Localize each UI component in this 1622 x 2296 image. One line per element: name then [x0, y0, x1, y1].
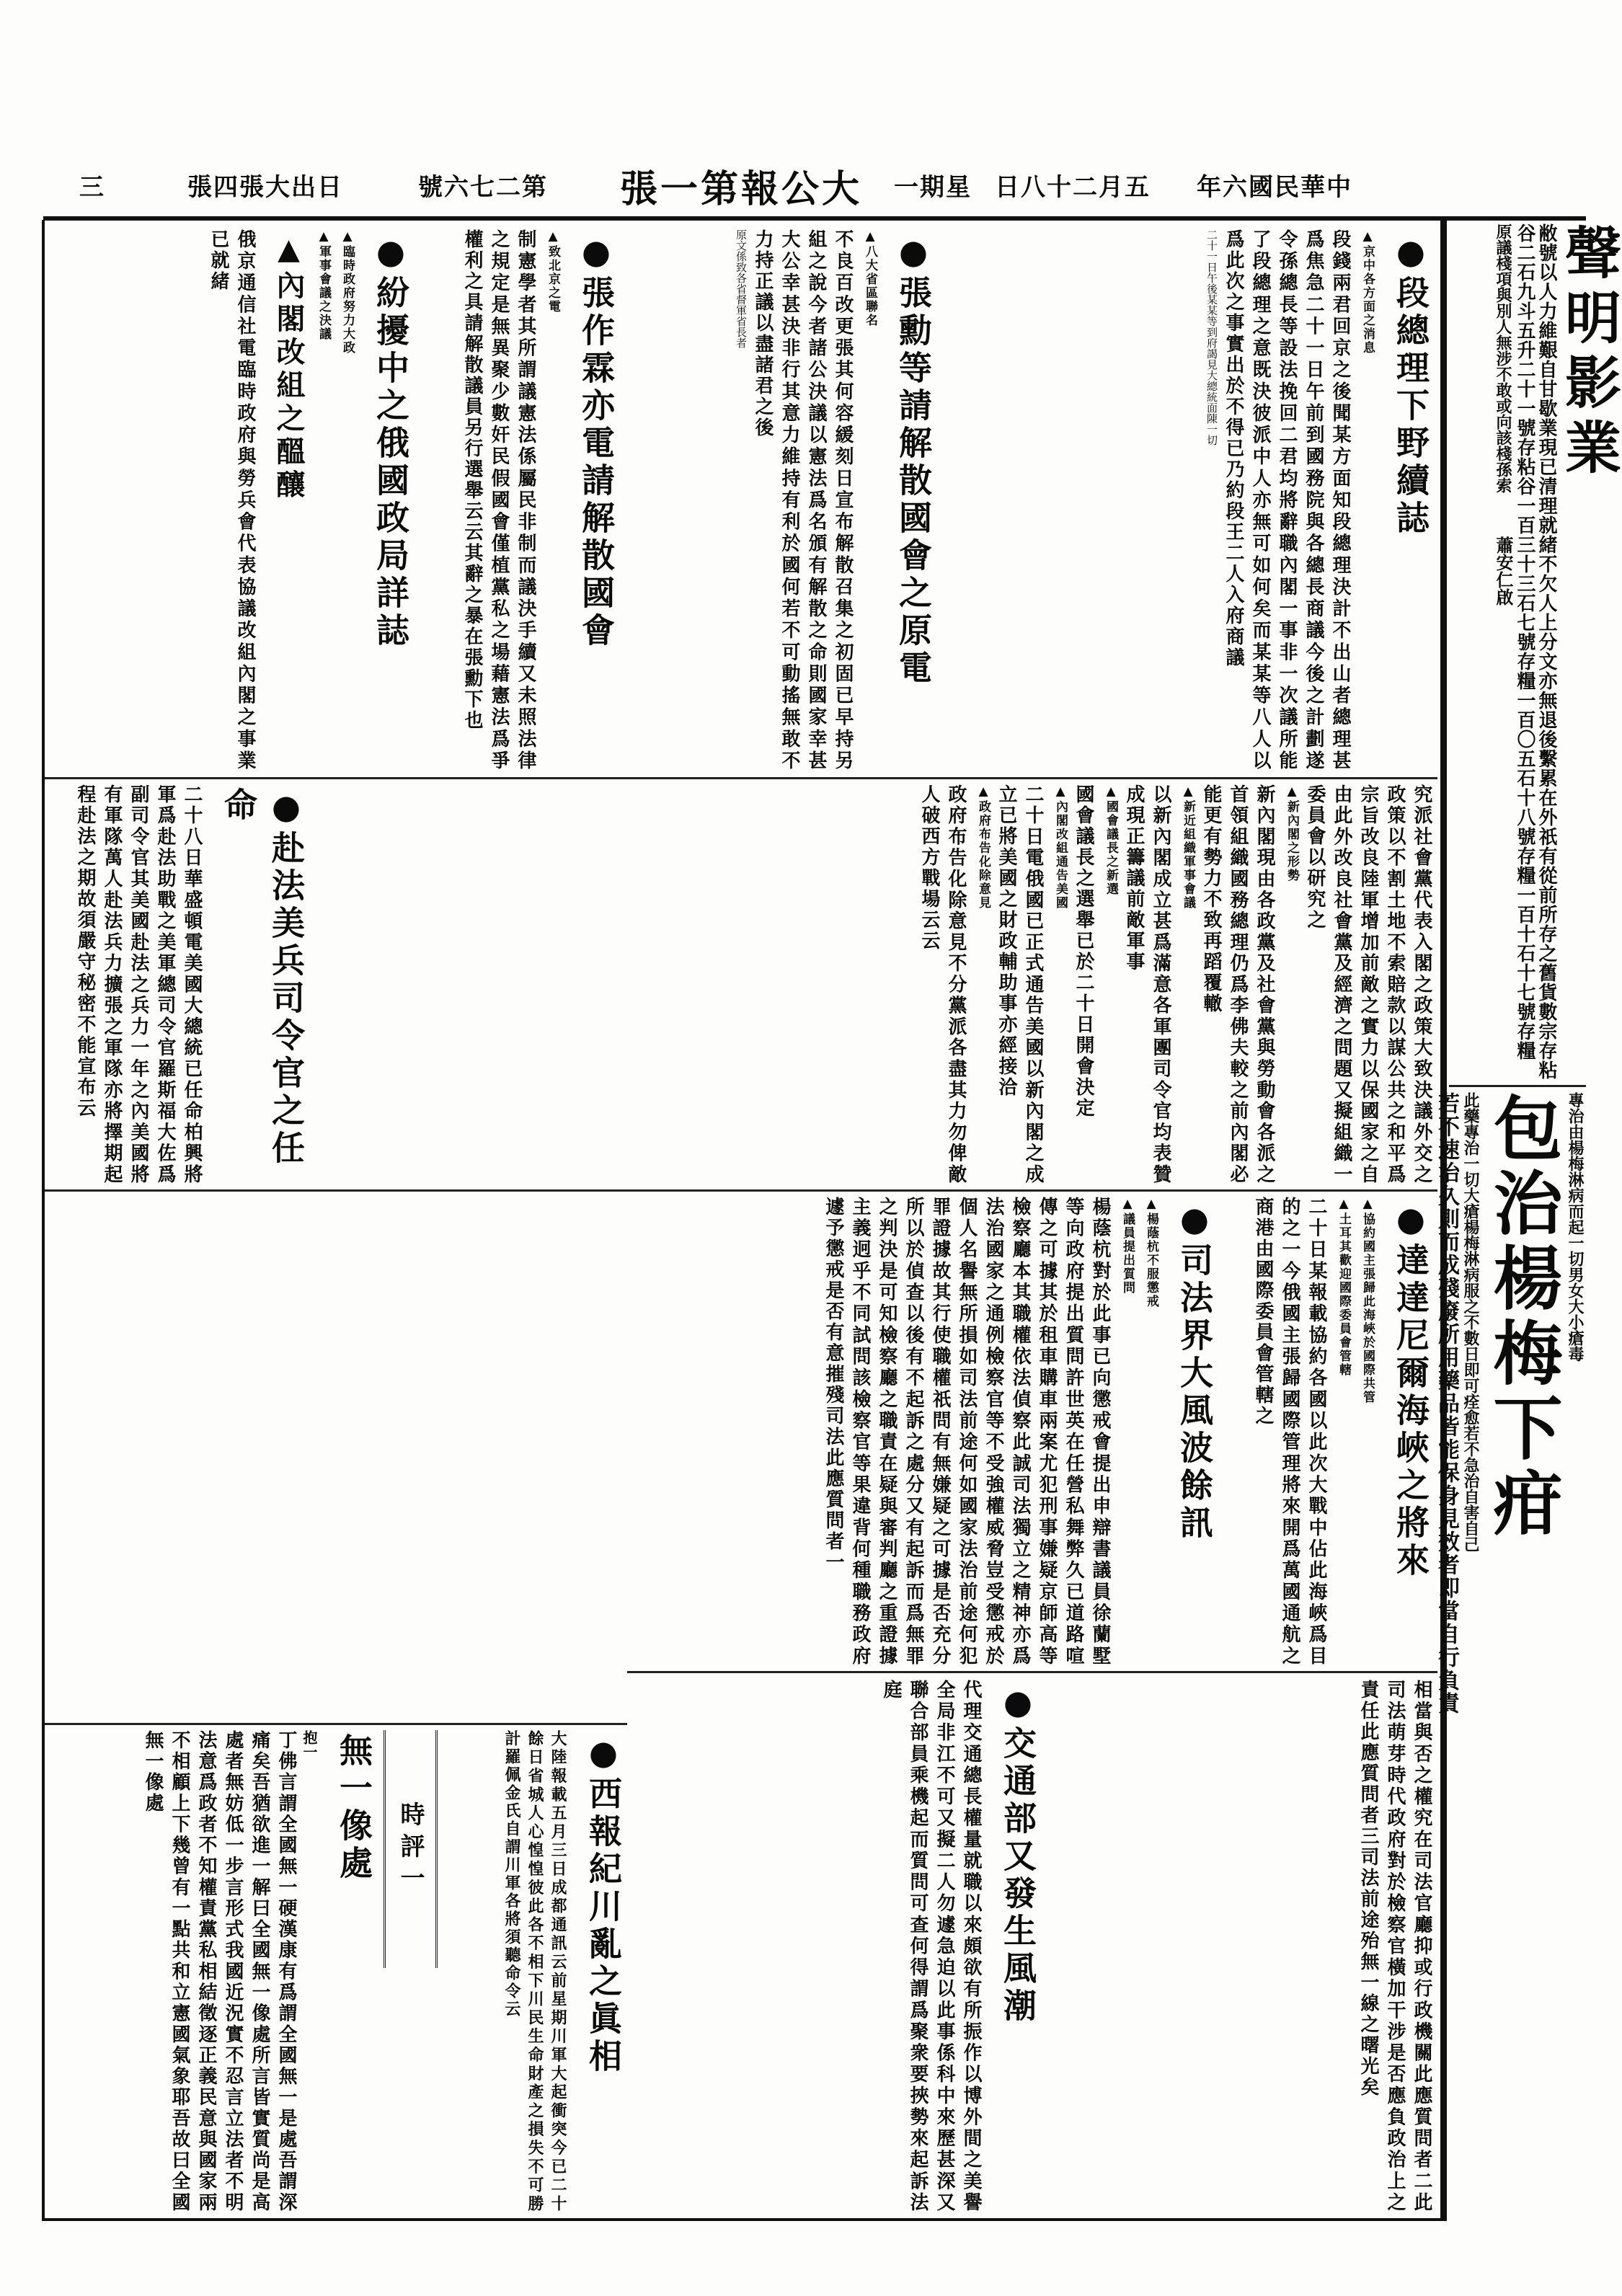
- ad-divider: [1449, 1085, 1586, 1087]
- ad-business-closure-notice: [1450, 223, 1619, 1081]
- ad-top-text: 專治由楊梅淋病而起一切男女大小瘡毒: [1566, 1092, 1585, 1362]
- subheadline: ▲致北京之電: [546, 229, 560, 314]
- tier-4-left: [46, 1730, 627, 2213]
- subheadline: ▲八大省區聯名: [863, 229, 877, 327]
- headline: ●赴法美兵司令官之任命: [219, 787, 306, 1168]
- article-body: 政府布告化除意見不分黨派各盡其力勿俾敵人破西方戰場云云: [918, 784, 967, 1185]
- subheadline: ▲國會議長之新選: [1104, 784, 1118, 896]
- article-zhangzuolin-telegram: [415, 229, 620, 771]
- headline: ●交通部又發生風潮: [998, 1683, 1037, 2026]
- article-body: 國會議長之選舉已於二十日開會決定: [1073, 784, 1094, 1119]
- ad-title: 聲明影業: [1556, 223, 1621, 483]
- article-body: 楊蔭杭對於此事已向懲戒會提出申辯書議員徐蘭墅等向政府提出質問許世英在任營私舞弊久已道路喧傳之可據其於租車購車兩案尤犯刑事嫌疑京師高等檢察廳本其職權依法偵察此誠司法獨立之精神亦爲法治國家之通例檢察官等不受強權威脅豈受懲戒於個人名譽無所損如司法前途何如國家法治前途何犯罪證據故其行使職權祇問有無嫌疑之可據是否充分所以於偵查以後有不起訴之處分又有起訴而爲無罪之判決是可知檢察廳之職責在疑與審判廳之重證據主義迥乎不同試問該檢察官等果違背何種職務政府遽予懲戒是否有意摧殘司法此應質問者一: [823, 1197, 1111, 1667]
- subheadline: ▲楊蔭杭不服懲戒: [1144, 1197, 1158, 1308]
- subheadline: ▲新內閣之形勢: [1285, 784, 1299, 882]
- subheadline: ▲軍事會議之決議: [316, 229, 331, 341]
- article-body: 新內閣現由各政黨及社會黨與勞動會各派之首領組織國務總理仍爲李佛夫較之前內閣必能更有勢力不致再蹈覆轍: [1200, 784, 1275, 1185]
- tier-4-right: [629, 1680, 1435, 2213]
- tier-2: [46, 784, 1435, 1185]
- subheadline: ▲京中各方面之消息: [1360, 229, 1375, 355]
- tier-rule-1: [45, 777, 1437, 779]
- article-body: 制憲學者其所謂議憲法係屬民非制而議決手續又未照法律之規定是無異聚少數奸民假國會僅植黨私之場藉憲法爲爭權利之具請解散議員另行選舉云云其辭之暴在張勳下也: [461, 229, 536, 771]
- header-weekday: 星期一: [894, 173, 972, 202]
- ad-note: 原議棧項與別人無涉不敢或向該棧孫索: [1494, 223, 1512, 493]
- subheadline: ▲內閣改組通告美國: [1053, 784, 1068, 910]
- headline: ●張勳等請解散國會之原電: [894, 232, 933, 688]
- article-body: 二十日電俄國已正式通告美國以新內閣之成立已將美國之財政輔助事亦經接洽: [996, 784, 1044, 1185]
- ad-body: 敝號以人力維艱自甘歇業現已清理就緒不欠人上分文亦無退後繫累在外祇有從前所存之舊貨數宗存粘谷二石九斗五升二十一號存粘谷一百三十三石七號存糧一百〇五石十八號存糧一百十石十七號存糧: [1514, 223, 1557, 1080]
- subheadline: ▲臨時政府努力大政: [340, 229, 355, 355]
- article-duan-resignation: [937, 229, 1435, 771]
- header-date-day: 五月二十八日: [995, 173, 1151, 202]
- article-body: 二十八日華盛頓電美國大總統已任命柏興將軍爲赴法助戰之美軍總司令官羅斯福大佐爲副司令官其美國赴法之兵力一年之內美國將有軍隊萬人赴法兵力擴張之軍隊亦將擇期起程赴法之期故須嚴守秘密不能宣布云: [74, 784, 203, 1185]
- article-commentary: [61, 1730, 378, 2213]
- article-sichuan-unrest: [443, 1730, 627, 2213]
- header-page-number: 三: [79, 173, 105, 202]
- headline: ●段總理下野續誌: [1391, 232, 1430, 538]
- article-note: 二十一日午後某某等到府謁見大總統面陳一切: [1205, 229, 1218, 446]
- article-us-commander: [50, 784, 310, 1185]
- ad-note-and-signature: [1492, 223, 1514, 1081]
- header-edition: 日出大張四張: [187, 173, 343, 202]
- headline: ●西報紀川亂之眞相: [584, 1733, 623, 2076]
- article-body: 俄京通信社電臨時政府與勞兵會代表協議改組內閣之事業已就緒: [208, 229, 256, 771]
- tier-3: [46, 1197, 1435, 1667]
- article-note: 原文係致各省督軍省長者: [735, 229, 748, 348]
- commentary-column-label: [384, 1730, 438, 1968]
- article-body: 相當與否之權究在司法官廳抑或行政機關此應質問者二此司法萌芽時代政府對於檢察官橫加干涉是否應負政治上之責任此應質問者三司法前途殆無一線之曙光矣: [1357, 1680, 1432, 2213]
- article-body: 段錢兩君回京之後聞某方面知段總理決計不出山者總理甚爲焦急二十一日午前到國務院與各總長商議今後之計劃遂令孫總長等設法挽回二君均將辭職內閣一事非一次議所能了段總理之意既決彼派中人亦無可如何矣而某某等八人以爲此次之事實出於不得已乃約段王二人入府商議: [1223, 229, 1351, 771]
- headline: 無一像處: [334, 1733, 373, 1883]
- article-zhangxun-telegram: [620, 229, 937, 771]
- ad-body: 若不速治久則而成殘廢所用藥品皆能保身見效者即當自行負責: [1434, 1092, 1459, 1715]
- article-body: 代理交通總長權量就職以來頗欲有所振作以博外間之美譽全局非江不可又擬二人勿遽急迫以此事係科中來歷甚深又聯合部員乘機起而質問可查何得謂爲聚衆要挾勢來起訴法庭: [880, 1680, 982, 2213]
- article-russia-politics: [50, 229, 415, 771]
- article-dardanelles: [1218, 1197, 1435, 1667]
- ad-title: 包治楊梅下疳: [1482, 1092, 1564, 1542]
- ad-medicine: [1434, 1092, 1586, 2217]
- subheadline: ▲新近組織軍事會議: [1181, 784, 1195, 910]
- subheadline: ▲土耳其歡迎國際委員會管轄: [1337, 1197, 1351, 1377]
- author: 抱一: [301, 1730, 318, 1759]
- article-body: 以新內閣成立甚爲滿意各軍團司令官均表贊成現正籌議前敵軍事: [1123, 784, 1171, 1185]
- masthead: 大公報第一張: [620, 167, 863, 211]
- header-issue-number: 第二七六號: [418, 173, 548, 202]
- subheadline: ▲議員提出質問: [1120, 1197, 1135, 1295]
- article-judiciary-storm: [50, 1197, 1218, 1667]
- ad-signature: 蕭安仁啟: [1493, 536, 1514, 606]
- ad-note: 此藥專治一切大瘡楊梅淋病服之不數日即可痊愈若不急治自害自己: [1461, 1092, 1480, 1552]
- article-body: 大陸報載五月三日成都通訊云前星期川軍大起衝突今已二十餘日省城人心惶惶彼此各不相下川民生命財產之損失不可勝計羅佩金氏自謂川軍各將須聽命令云: [502, 1730, 567, 2213]
- headline: ●達達尼爾海峽之將來: [1391, 1200, 1430, 1580]
- article-russia-continued: [310, 784, 1435, 1185]
- subheadline: ▲政府布告化除意見: [976, 784, 991, 910]
- article-body: 究派社會黨代表入閣之政策大致決議外交之政策以不割土地不索賠款以謀公共之和平爲宗旨改良陸軍增加前敵之實力以保國家之自由此外改良社會黨及經濟之問題又擬組織一委員會以研究之: [1304, 784, 1432, 1185]
- headline: ●紛擾中之俄國政局詳誌: [371, 232, 410, 650]
- headline: ●司法界大風波餘訊: [1175, 1200, 1214, 1543]
- section-heading: ▲內閣改組之醞釀: [272, 232, 306, 502]
- tier-rule-3-right: [627, 1671, 1437, 1673]
- article-body: 丁佛言謂全國無一硬漢康有爲謂全國無一是處吾謂深痛矣吾猶欲進一解曰全國無一像處所言皆實質尚是高處者無妨低一步言形式我國近況實不忍言立法者不明法意爲政者不知權責黨私相結徵逐正義民意與國家兩不相顧上下幾曾有一點共和立憲國氣象耶吾故曰全國無一像處: [142, 1730, 297, 2213]
- article-body: 二十日某報載協約各國以此次大戰中佔此海峽爲目的之一今俄國主張歸國際管理將來開爲萬國通航之商港由國際委員會管轄之: [1252, 1197, 1327, 1667]
- commentary-title: 時評一: [396, 1801, 425, 1897]
- header-date-year: 中華民國六年: [1197, 173, 1352, 202]
- article-body: 不良百改更張其何容緩刻日宣布解散召集之初固已早持另組之說今者諸公決議以憲法爲名頒有解散之命則國家幸甚大公幸甚決非行其意力維持有利於國何若不可動搖無敢不力持正議以盡諸君之後: [752, 229, 854, 771]
- article-judiciary-continued: [1042, 1680, 1435, 2213]
- tier-1: [46, 229, 1435, 771]
- article-transport-ministry: [631, 1680, 1042, 2213]
- subheadline: ▲協約國主張歸此海峽於國際共管: [1360, 1197, 1375, 1404]
- tier-rule-3-left: [45, 1723, 627, 1725]
- headline: ●張作霖亦電請解散國會: [577, 232, 616, 650]
- tier-rule-2: [45, 1189, 1437, 1192]
